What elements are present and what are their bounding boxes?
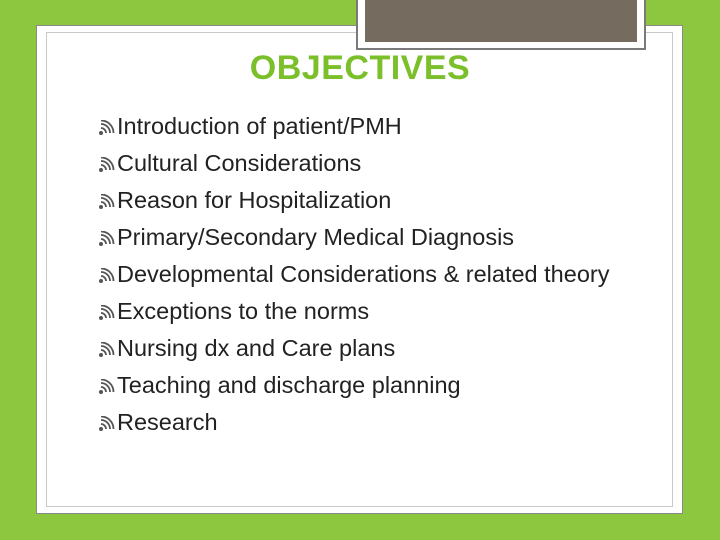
list-item [98, 111, 658, 142]
list-item [98, 333, 658, 364]
list-item [98, 296, 658, 327]
wifi-signal-icon [98, 416, 116, 432]
list-item-text: Introduction of patient/PMH [117, 113, 402, 139]
list-item-text: Research [117, 409, 218, 435]
list-item-text: Teaching and discharge planning [117, 372, 461, 398]
list-item [98, 370, 658, 401]
list-item [98, 407, 658, 438]
list-item-text: Nursing dx and Care plans [117, 335, 396, 361]
list-item [98, 148, 658, 179]
wifi-signal-icon [98, 268, 116, 284]
wifi-signal-icon [98, 379, 116, 395]
wifi-signal-icon [98, 157, 116, 173]
slide-title: OBJECTIVES [249, 49, 471, 87]
list-item-text: Exceptions to the norms [117, 298, 370, 324]
top-tab-fill [365, 0, 637, 42]
wifi-signal-icon [98, 305, 116, 321]
wifi-signal-icon [98, 231, 116, 247]
list-item-text: Reason for Hospitalization [117, 187, 392, 213]
list-item [98, 185, 658, 216]
list-item [98, 222, 658, 253]
list-item-text: Primary/Secondary Medical Diagnosis [117, 224, 515, 250]
list-item-text: Developmental Considerations & related theory [117, 261, 610, 287]
objectives-list [98, 111, 658, 444]
list-item [98, 259, 658, 290]
wifi-signal-icon [98, 120, 116, 136]
top-decorative-tab [356, 0, 646, 50]
list-item-text: Cultural Considerations [117, 150, 362, 176]
wifi-signal-icon [98, 194, 116, 210]
wifi-signal-icon [98, 342, 116, 358]
